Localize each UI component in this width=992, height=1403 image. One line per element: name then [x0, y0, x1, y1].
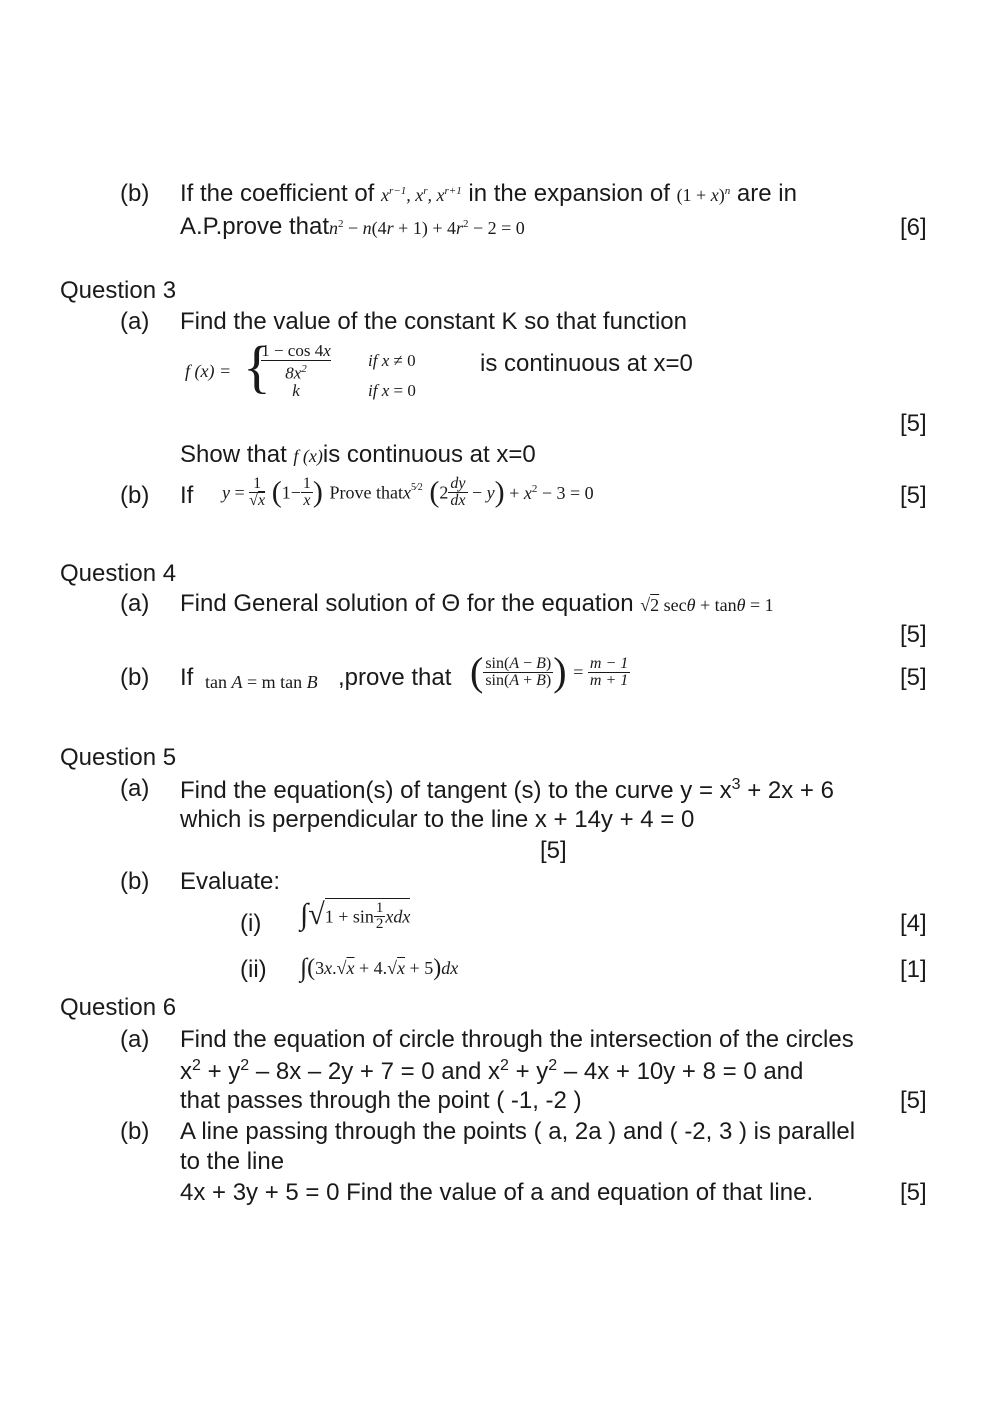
q5b-label: (b) [120, 868, 150, 895]
q5a-marks: [5] [540, 837, 567, 864]
q5b-ii-marks: [1] [900, 956, 927, 983]
q3-show-fx: f (x) [293, 446, 323, 466]
q2b-line1 [180, 182, 797, 206]
q4b-prove: ,prove that [338, 664, 452, 691]
q5a-line1-end: + 2x + 6 [740, 777, 834, 804]
q6a-marks: [5] [900, 1087, 927, 1114]
q6b-line3: 4x + 3y + 5 = 0 Find the value of a and equation of that line. [180, 1179, 814, 1206]
q3a-cond2: if x = 0 [368, 381, 416, 400]
q6a-l2-p5: – 4x + 10y + 8 = 0 and [557, 1058, 804, 1085]
q4b-condition-math: tan A = m tan B [205, 672, 318, 692]
q5a-line2: which is perpendicular to the line x + 14y + 4 = 0 [180, 806, 695, 833]
q4b-marks: [5] [900, 664, 927, 691]
q3-show-pre: Show that [180, 441, 287, 468]
q6b-marks: [5] [900, 1179, 927, 1206]
q3b-math: y = $\frac{1}{√x}$ (1− $\frac{1}{x}$ ) Prove thatx$^{5⁄2}$ (2 $\frac{dy}{dx}$ − $y) + x^2 - 3 = 0$ [222, 475, 594, 509]
q2b-line1-mid: in the expansion of [468, 180, 670, 207]
q2b-line2 [180, 215, 525, 239]
q4b-m-fraction: $\frac{m - 1}{m + 1}$ [589, 654, 629, 689]
q4a-equation-math: √2 secθ + tanθ = 1 [640, 595, 774, 615]
q6a-sq1: 2 [192, 1057, 201, 1074]
q6a-sq4: 2 [548, 1057, 558, 1074]
q4a-text: Find General solution of Θ for the equation [180, 590, 634, 617]
q2b-line2-pre: A.P.prove that [180, 213, 329, 240]
q5b-i-marks: [4] [900, 910, 927, 937]
q5b-ii-label: (ii) [240, 956, 267, 983]
q5b-i-integral-math: ∫√1 + sin $\frac{1}{2}$ xdx [300, 898, 411, 932]
q6a-line1: Find the equation of circle through the intersection of the circles [180, 1026, 854, 1053]
q4-heading: Question 4 [60, 560, 177, 587]
q3a-piecewise-math [185, 334, 455, 404]
q5a-line1-sup: 3 [731, 776, 741, 793]
q4a-label: (a) [120, 590, 150, 617]
q3a-fx: f (x) = [185, 361, 232, 381]
q2b-line1-post: are in [736, 180, 797, 207]
q6a-l2-p1: x [180, 1058, 192, 1085]
q4a-line [180, 592, 774, 616]
q3b-frac1: $\frac{1}{√x}$ [249, 475, 266, 509]
q5a-line1 [180, 777, 834, 803]
q2b-coefficients-math: $x^{r-1}$, $x^r$, $x^{r+1}$ [381, 185, 462, 205]
q3-show-line [180, 443, 536, 467]
q3a-brace: { [243, 334, 271, 399]
q4b-label: (b) [120, 664, 150, 691]
q5b-ii-integral-math: ∫(3x.√x + 4.√x + 5)dx [300, 953, 459, 982]
q3b-dydx: $\frac{dy}{dx}$ [450, 475, 466, 509]
q3b-if: If [180, 482, 194, 509]
q4b-sin-fraction: $\frac{\sin(A - B)}{\sin(A + B)}$ [485, 654, 552, 689]
q6a-l2-p2: + y [200, 1058, 241, 1085]
q5-heading: Question 5 [60, 744, 177, 771]
q5a-label: (a) [120, 775, 150, 802]
q3b-prove: Prove that [329, 482, 404, 503]
q6a-sq2: 2 [240, 1057, 250, 1074]
q5b-i-label: (i) [240, 910, 262, 937]
q6a-l2-p4: + y [508, 1058, 549, 1085]
q3b-label: (b) [120, 482, 150, 509]
q3a-text: Find the value of the constant K so that function [180, 308, 687, 335]
q3a-k: k [292, 381, 300, 400]
q6b-line2: to the line [180, 1148, 285, 1175]
q2b-marks: [6] [900, 214, 927, 241]
q3b-frac2: $\frac{1}{x}$ [302, 475, 311, 509]
q6a-label: (a) [120, 1026, 150, 1053]
q3a-numerator: 1 − cos 4x [261, 341, 331, 360]
q6b-label: (b) [120, 1118, 150, 1145]
q5a-line1-text: Find the equation(s) of tangent (s) to the curve y = x [180, 777, 732, 804]
q3-heading: Question 3 [60, 277, 177, 304]
q6-heading: Question 6 [60, 994, 177, 1021]
q6a-l2-p3: – 8x – 2y + 7 = 0 and x [249, 1058, 501, 1085]
q2b-equation-math: $n^2 - n(4r + 1) + 4r^2 - 2 = 0$ [329, 218, 525, 238]
q3a-cond1: if x ≠ 0 [368, 351, 416, 370]
q2b-label: (b) [120, 180, 150, 207]
q3a-marks: [5] [900, 410, 927, 437]
q6a-line2 [180, 1058, 803, 1084]
q4a-marks: [5] [900, 621, 927, 648]
q3a-denominator: $8x^2$ [285, 363, 307, 383]
q6a-line3: that passes through the point ( -1, -2 ) [180, 1087, 582, 1114]
q3b-marks: [5] [900, 482, 927, 509]
q3a-continuous: is continuous at x=0 [480, 350, 693, 377]
q4b-fraction-math: ( $\frac{\sin(A - B)}{\sin(A + B)}$ ) = $\frac{m - 1}{m + 1}$ [470, 649, 629, 694]
q3-show-post: is continuous at x=0 [322, 441, 536, 468]
q2b-line1-pre: If the coefficient of [180, 180, 375, 207]
q4b-if: If [180, 664, 194, 691]
q2b-binomial-math: $(1 + x)^n$ [676, 185, 731, 205]
q5b-text: Evaluate: [180, 868, 281, 895]
q6b-line1: A line passing through the points ( a, 2a ) and ( -2, 3 ) is parallel [180, 1118, 856, 1145]
q6a-sq3: 2 [500, 1057, 509, 1074]
q3a-label: (a) [120, 308, 150, 335]
